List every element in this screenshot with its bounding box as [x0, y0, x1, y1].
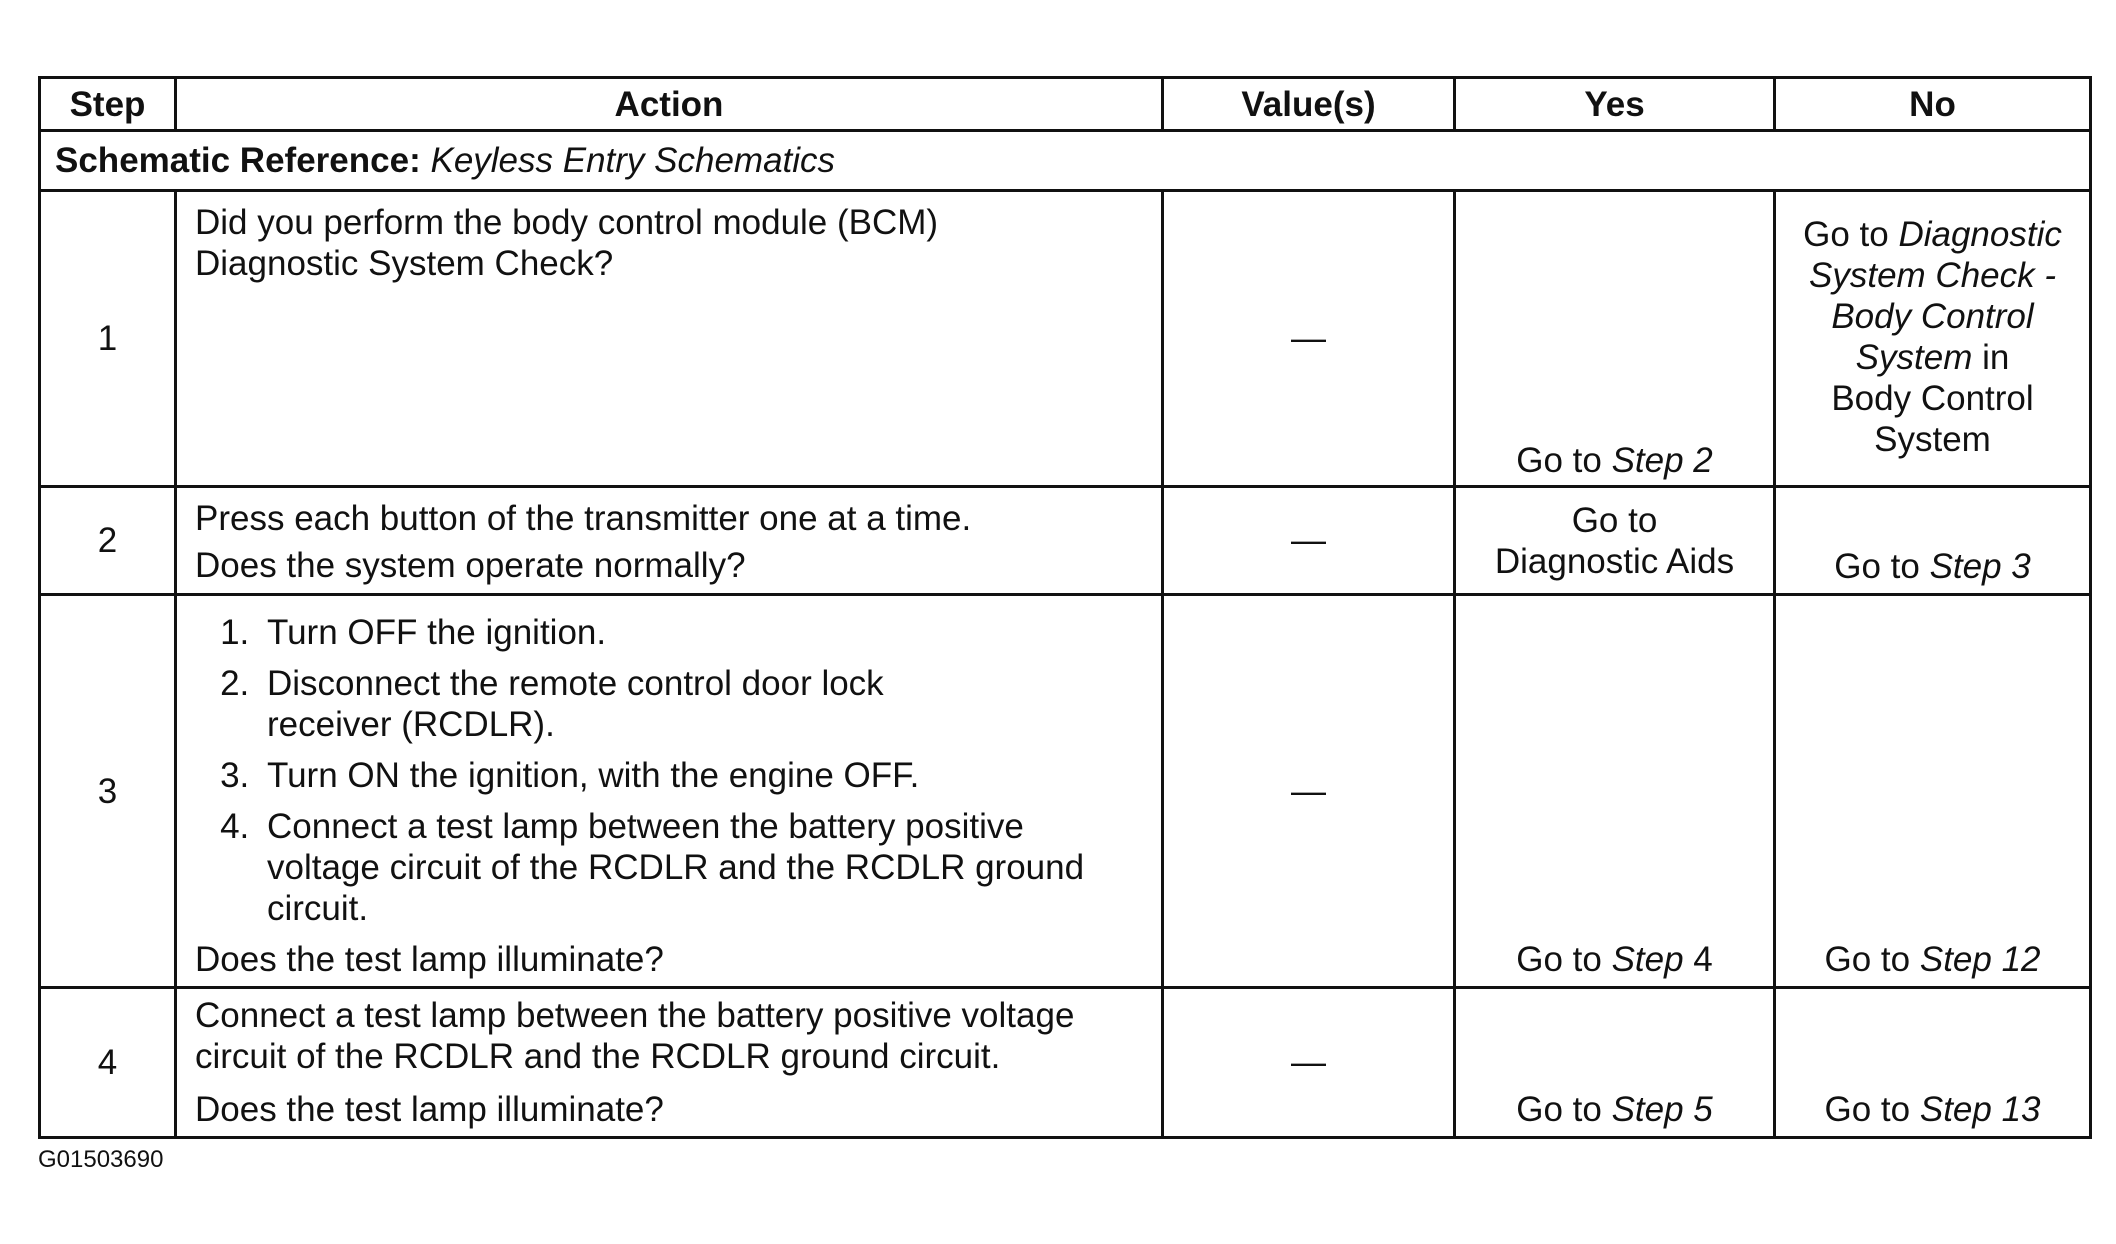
yes-cell: [1455, 595, 1775, 988]
list-item: 2. Disconnect the remote control door lock receiver (RCDLR).: [259, 663, 907, 745]
header-yes: Yes: [1455, 78, 1775, 131]
no-link[interactable]: Step 3: [1929, 547, 2031, 586]
action-steps-list: [195, 612, 1143, 929]
yes-link[interactable]: Step: [1611, 940, 1684, 979]
no-prefix: Go to: [1834, 547, 1920, 586]
no-prefix: Go to: [1824, 1090, 1911, 1129]
value-cell: —: [1163, 487, 1455, 595]
table-row: [40, 595, 2091, 988]
diagnostic-table: [38, 76, 2092, 1139]
action-question: Does the system operate normally?: [195, 546, 746, 585]
yes-link[interactable]: Diagnostic Aids: [1494, 541, 1735, 581]
yes-cell: [1455, 487, 1775, 595]
action-cell: [176, 487, 1163, 595]
yes-cell: [1455, 191, 1775, 487]
no-cell: [1775, 487, 2091, 595]
no-link[interactable]: Diagnostic System Check - Body Control System: [1809, 215, 2062, 377]
no-link[interactable]: Step 12: [1919, 940, 2041, 979]
yes-link[interactable]: Step 2: [1611, 441, 1713, 480]
list-item: 4. Connect a test lamp between the battery positive voltage circuit of the RCDLR and the RCDLR ground circuit.: [259, 806, 1143, 929]
no-cell: [1775, 191, 2091, 487]
list-item: 1. Turn OFF the ignition.: [259, 612, 1143, 653]
action-text: Press each button of the transmitter one at a time.: [195, 499, 972, 538]
step-number: 3: [40, 595, 176, 988]
schematic-row: [40, 131, 2091, 191]
no-link[interactable]: Step 13: [1919, 1090, 2041, 1129]
no-cell: [1775, 595, 2091, 988]
value-cell: —: [1163, 988, 1455, 1138]
yes-link[interactable]: Step 5: [1611, 1090, 1713, 1129]
no-suffix: Body Control System: [1831, 379, 2034, 459]
action-text: Did you perform the body control module (BCM) Diagnostic System Check?: [195, 203, 939, 283]
header-step: Step: [40, 78, 176, 131]
action-text: Connect a test lamp between the battery positive voltage circuit of the RCDLR and the RCDLR ground circuit.: [195, 996, 1075, 1076]
action-cell: [176, 595, 1163, 988]
value-cell: —: [1163, 191, 1455, 487]
step-number: 4: [40, 988, 176, 1138]
no-cell: [1775, 988, 2091, 1138]
action-question: Does the test lamp illuminate?: [195, 940, 664, 979]
schematic-reference: [40, 131, 2091, 191]
yes-prefix: Go to: [1571, 500, 1658, 540]
yes-cell: [1455, 988, 1775, 1138]
yes-prefix: Go to: [1516, 940, 1602, 979]
table-row: [40, 191, 2091, 487]
table-row: [40, 988, 2091, 1138]
table-row: [40, 487, 2091, 595]
action-question: Does the test lamp illuminate?: [195, 1090, 664, 1129]
yes-step-num: 4: [1693, 940, 1713, 979]
schematic-label: Schematic Reference:: [55, 141, 421, 180]
value-cell: —: [1163, 595, 1455, 988]
yes-prefix: Go to: [1516, 441, 1602, 480]
yes-prefix: Go to: [1516, 1090, 1602, 1129]
step-number: 2: [40, 487, 176, 595]
no-prefix: Go to: [1824, 940, 1911, 979]
action-cell: [176, 191, 1163, 487]
header-row: [40, 78, 2091, 131]
header-values: Value(s): [1163, 78, 1455, 131]
figure-id: G01503690: [38, 1146, 164, 1173]
action-cell: [176, 988, 1163, 1138]
schematic-link[interactable]: Keyless Entry Schematics: [430, 141, 836, 180]
header-no: No: [1775, 78, 2091, 131]
header-action: Action: [176, 78, 1163, 131]
no-prefix: Go to: [1803, 215, 1889, 254]
list-item: 3. Turn ON the ignition, with the engine OFF.: [259, 755, 1143, 796]
no-suffix-in: in: [1982, 338, 2010, 377]
step-number: 1: [40, 191, 176, 487]
